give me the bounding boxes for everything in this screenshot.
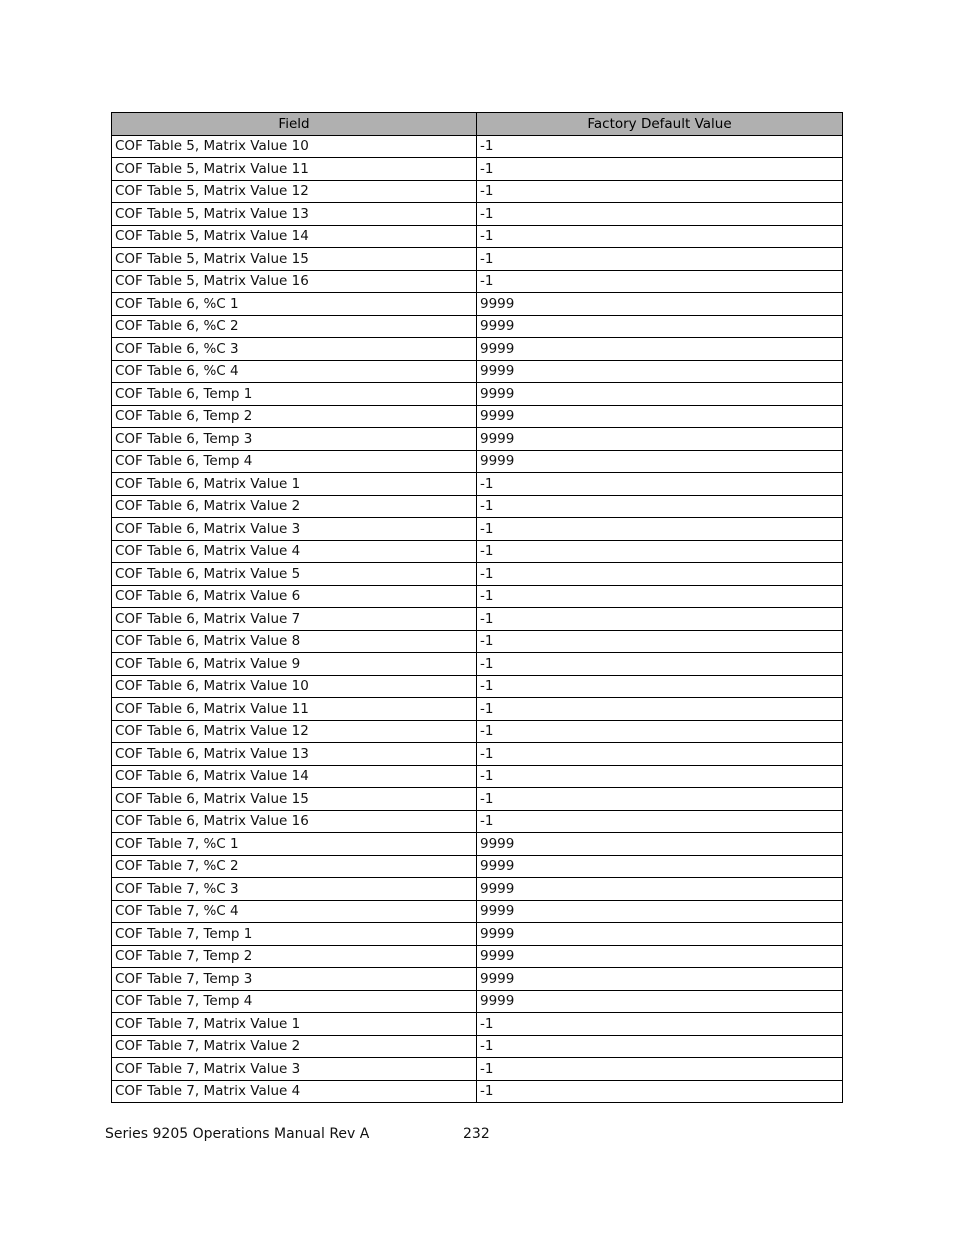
default-value-cell: -1: [477, 1058, 843, 1081]
default-value-cell: 9999: [477, 405, 843, 428]
field-cell: COF Table 6, Temp 2: [112, 405, 477, 428]
field-cell: COF Table 7, %C 4: [112, 900, 477, 923]
table-row: [112, 630, 843, 653]
field-cell: COF Table 6, Matrix Value 14: [112, 765, 477, 788]
field-cell: COF Table 5, Matrix Value 13: [112, 203, 477, 226]
default-value-cell: -1: [477, 495, 843, 518]
field-cell: COF Table 7, %C 2: [112, 855, 477, 878]
table-row: [112, 990, 843, 1013]
footer-manual-title: Series 9205 Operations Manual Rev A: [105, 1126, 370, 1142]
field-cell: COF Table 6, Matrix Value 1: [112, 473, 477, 496]
default-value-cell: -1: [477, 1013, 843, 1036]
default-value-cell: -1: [477, 675, 843, 698]
default-value-cell: 9999: [477, 315, 843, 338]
field-cell: COF Table 7, Matrix Value 2: [112, 1035, 477, 1058]
default-value-cell: -1: [477, 1080, 843, 1103]
table-row: [112, 698, 843, 721]
field-cell: COF Table 5, Matrix Value 14: [112, 225, 477, 248]
default-value-cell: -1: [477, 563, 843, 586]
table-row: [112, 518, 843, 541]
default-value-cell: -1: [477, 585, 843, 608]
field-cell: COF Table 7, Temp 4: [112, 990, 477, 1013]
table-row: [112, 923, 843, 946]
table-row: [112, 720, 843, 743]
table-row: [112, 788, 843, 811]
table-row: [112, 585, 843, 608]
table-body: [112, 135, 843, 1103]
field-cell: COF Table 6, Matrix Value 3: [112, 518, 477, 541]
default-value-cell: -1: [477, 1035, 843, 1058]
default-value-cell: 9999: [477, 945, 843, 968]
default-value-cell: -1: [477, 473, 843, 496]
default-value-cell: 9999: [477, 360, 843, 383]
default-value-cell: -1: [477, 743, 843, 766]
table-row: [112, 270, 843, 293]
default-value-cell: 9999: [477, 990, 843, 1013]
table-row: [112, 293, 843, 316]
default-value-cell: -1: [477, 225, 843, 248]
default-value-cell: 9999: [477, 878, 843, 901]
field-cell: COF Table 5, Matrix Value 12: [112, 180, 477, 203]
default-value-cell: -1: [477, 608, 843, 631]
table-row: [112, 810, 843, 833]
field-cell: COF Table 7, Matrix Value 3: [112, 1058, 477, 1081]
table-row: [112, 1058, 843, 1081]
table-row: [112, 765, 843, 788]
table-row: [112, 1080, 843, 1103]
table-row: [112, 158, 843, 181]
default-value-cell: 9999: [477, 923, 843, 946]
table-row: [112, 540, 843, 563]
field-cell: COF Table 5, Matrix Value 16: [112, 270, 477, 293]
field-cell: COF Table 6, %C 4: [112, 360, 477, 383]
field-cell: COF Table 6, Matrix Value 6: [112, 585, 477, 608]
table-row: [112, 405, 843, 428]
default-value-cell: -1: [477, 180, 843, 203]
field-cell: COF Table 7, Matrix Value 4: [112, 1080, 477, 1103]
field-cell: COF Table 6, Matrix Value 10: [112, 675, 477, 698]
default-value-cell: 9999: [477, 855, 843, 878]
factory-defaults-table: [111, 112, 843, 1103]
default-value-cell: 9999: [477, 968, 843, 991]
default-value-cell: 9999: [477, 383, 843, 406]
field-cell: COF Table 7, Matrix Value 1: [112, 1013, 477, 1036]
table-row: [112, 1035, 843, 1058]
default-value-cell: -1: [477, 720, 843, 743]
default-value-cell: 9999: [477, 900, 843, 923]
table-row: [112, 833, 843, 856]
field-cell: COF Table 6, Matrix Value 7: [112, 608, 477, 631]
default-value-cell: -1: [477, 698, 843, 721]
default-value-cell: -1: [477, 653, 843, 676]
field-cell: COF Table 7, Temp 3: [112, 968, 477, 991]
field-cell: COF Table 6, Matrix Value 4: [112, 540, 477, 563]
table-row: [112, 878, 843, 901]
table-row: [112, 428, 843, 451]
table-header-row: [112, 113, 843, 136]
column-header-default-value: Factory Default Value: [477, 113, 843, 136]
default-value-cell: -1: [477, 158, 843, 181]
table-row: [112, 855, 843, 878]
field-cell: COF Table 7, %C 3: [112, 878, 477, 901]
table-row: [112, 608, 843, 631]
table-row: [112, 945, 843, 968]
field-cell: COF Table 7, Temp 1: [112, 923, 477, 946]
default-value-cell: -1: [477, 630, 843, 653]
default-value-cell: -1: [477, 248, 843, 271]
table-row: [112, 563, 843, 586]
default-value-cell: -1: [477, 518, 843, 541]
field-cell: COF Table 6, Temp 4: [112, 450, 477, 473]
default-value-cell: -1: [477, 540, 843, 563]
default-value-cell: -1: [477, 270, 843, 293]
table-row: [112, 495, 843, 518]
field-cell: COF Table 6, Matrix Value 16: [112, 810, 477, 833]
default-value-cell: 9999: [477, 293, 843, 316]
default-value-cell: 9999: [477, 450, 843, 473]
field-cell: COF Table 5, Matrix Value 15: [112, 248, 477, 271]
table-row: [112, 338, 843, 361]
table-row: [112, 900, 843, 923]
field-cell: COF Table 7, Temp 2: [112, 945, 477, 968]
field-cell: COF Table 6, %C 2: [112, 315, 477, 338]
table-row: [112, 360, 843, 383]
table-row: [112, 203, 843, 226]
field-cell: COF Table 6, %C 1: [112, 293, 477, 316]
field-cell: COF Table 6, Matrix Value 12: [112, 720, 477, 743]
table-row: [112, 1013, 843, 1036]
default-value-cell: -1: [477, 203, 843, 226]
table-row: [112, 383, 843, 406]
field-cell: COF Table 7, %C 1: [112, 833, 477, 856]
default-value-cell: 9999: [477, 428, 843, 451]
field-cell: COF Table 6, Matrix Value 13: [112, 743, 477, 766]
field-cell: COF Table 6, Matrix Value 5: [112, 563, 477, 586]
field-cell: COF Table 6, %C 3: [112, 338, 477, 361]
footer-page-number: 232: [463, 1126, 490, 1142]
table-row: [112, 675, 843, 698]
field-cell: COF Table 6, Matrix Value 2: [112, 495, 477, 518]
table-row: [112, 225, 843, 248]
table-row: [112, 315, 843, 338]
field-cell: COF Table 5, Matrix Value 10: [112, 135, 477, 158]
field-cell: COF Table 6, Matrix Value 15: [112, 788, 477, 811]
field-cell: COF Table 6, Matrix Value 9: [112, 653, 477, 676]
table-row: [112, 135, 843, 158]
default-value-cell: 9999: [477, 833, 843, 856]
default-value-cell: -1: [477, 788, 843, 811]
field-cell: COF Table 6, Matrix Value 8: [112, 630, 477, 653]
table-row: [112, 248, 843, 271]
table-row: [112, 180, 843, 203]
column-header-field: Field: [112, 113, 477, 136]
field-cell: COF Table 6, Matrix Value 11: [112, 698, 477, 721]
table-row: [112, 450, 843, 473]
field-cell: COF Table 6, Temp 1: [112, 383, 477, 406]
table-row: [112, 743, 843, 766]
default-value-cell: 9999: [477, 338, 843, 361]
default-value-cell: -1: [477, 765, 843, 788]
field-cell: COF Table 6, Temp 3: [112, 428, 477, 451]
default-value-cell: -1: [477, 810, 843, 833]
table-row: [112, 473, 843, 496]
table-row: [112, 968, 843, 991]
table-row: [112, 653, 843, 676]
default-value-cell: -1: [477, 135, 843, 158]
field-cell: COF Table 5, Matrix Value 11: [112, 158, 477, 181]
